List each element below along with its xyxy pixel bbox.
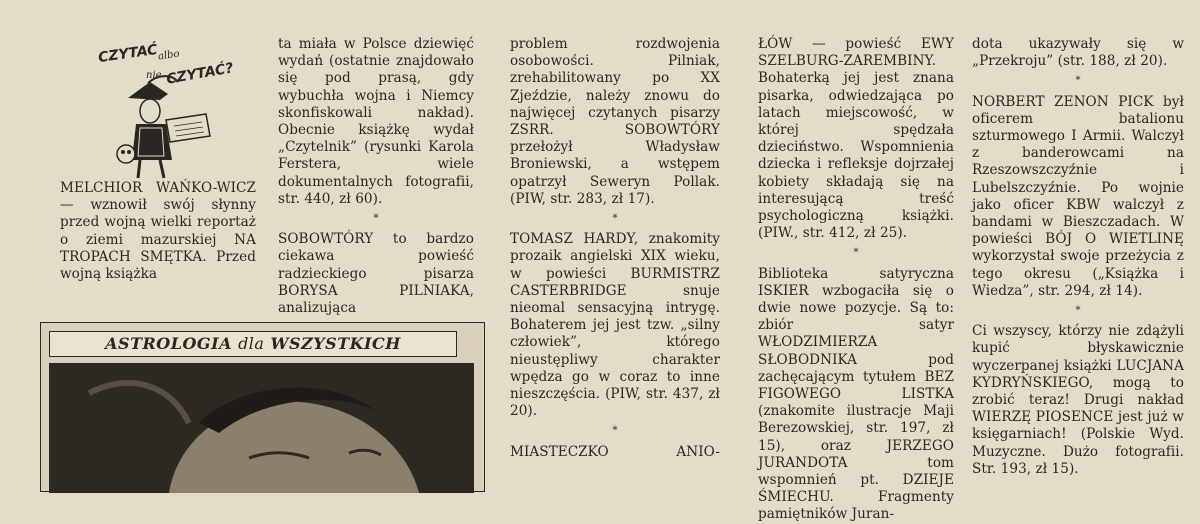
column-3 xyxy=(510,36,720,461)
astrology-section xyxy=(40,322,485,492)
separator-star: * xyxy=(612,213,618,225)
paragraph-sobowtory: SOBOWTÓRY to bardzo ciekawa powieść radzieckiego pisarza BORYSA PILNIAKA, analizująca xyxy=(278,231,474,317)
separator-star: * xyxy=(612,425,618,437)
paragraph-miasteczko: MIASTECZKO ANIO- xyxy=(510,443,720,460)
logo-word-nie: nie xyxy=(146,70,162,81)
astrology-title xyxy=(49,331,457,357)
paragraph-aniolow: ŁÓW — powieść EWY SZELBURG-ZAREMBINY. Bohaterką jej jest znana pisarka, odwiedzająca po latach miejscowość, w której spędzała dzieciństwo. Wspomnienia dziecka i refleksje dojrzałej kobiety składają się na interesującą treść psychologiczną książki. (PIW., str. 412, zł 25). xyxy=(758,36,954,242)
astrology-title-word-1: ASTROLOGIA xyxy=(105,334,232,353)
paragraph-iskry: Biblioteka satyryczna ISKIER wzbogaciła się o dwie nowe pozycje. Są to: zbiór satyr WŁODZIMIERZA SŁOBODNIKA pod zachęcającym tytułem BEZ FIGOWEGO LISTKA (znakomite ilustracje Maji Berezowskiej, str. 197, zł 15), oraz JERZEGO JURANDOTA tom wspomnień pt. DZIEJE ŚMIECHU. Fragmenty pamiętników Juran- xyxy=(758,265,954,523)
separator-star: * xyxy=(853,247,859,259)
paragraph-pick: NORBERT ZENON PICK był oficerem batalionu szturmowego I Armii. Walczył z banderowcami na Rzeszowszczyźnie i Lubelszczyźnie. Po wojnie jako oficer KBW walczył z bandami w Bieszczadach. W powieści BÓJ O WIETLINĘ wykorzystał swoje przeżycia z tego okresu („Książka i Wiedza”, str. 294, zł 14). xyxy=(972,93,1184,299)
separator-star: * xyxy=(373,213,379,225)
astrology-title-word-3: WSZYSTKICH xyxy=(270,334,401,353)
column-5 xyxy=(972,36,1184,478)
paragraph-hardy: TOMASZ HARDY, znakomity prozaik angielski XIX wieku, w powieści BURMISTRZ CASTERBRIDGE snuje nieomal sensacyjną intrygę. Bohaterem jej jest tzw. „silny człowiek”, którego nieustępliwy charakter wpędza go w coraz to inne nieszczęścia. (PIW, str. 437, zł 20). xyxy=(510,231,720,420)
separator-star: * xyxy=(1075,305,1081,317)
reader-figure-illustration xyxy=(88,36,238,186)
astrology-title-word-2: dla xyxy=(238,334,265,353)
paragraph-sobowtory-cont: problem rozdwojenia osobowości. Pilniak, zrehabilitowany po XX Zjeździe, należy znowu do najwięcej czytanych pisarzy ZSRR. SOBOWTÓRY przełożył Władysław Broniewski, a wstępem opatrzył Seweryn Pollak. (PIW, str. 283, zł 17). xyxy=(510,36,720,207)
paragraph-kydrynski: Ci wszyscy, którzy nie zdążyli kupić błyskawicznie wyczerpanej książki LUCJANA KYDRYŃSKIEGO, mogą to zrobić teraz! Drugi nakład WIERZĘ PIOSENCE jest już w księgarniach! (Polskie Wyd. Muzyczne. Dużo fotografii. Str. 193, zł 15). xyxy=(972,323,1184,477)
portrait-photo-image xyxy=(49,363,474,493)
logo-word-czytac: CZYTAĆ xyxy=(97,41,159,67)
column-1 xyxy=(60,180,256,283)
column-4 xyxy=(758,36,954,524)
column-2 xyxy=(278,36,474,317)
logo-word-czytac-question: CZYTAĆ? xyxy=(165,60,235,88)
czytac-albo-nie-czytac-logo xyxy=(88,36,238,186)
paragraph-wankowicz-cont: ta miała w Polsce dziewięć wydań (ostatnie znajdowało się pod prasą, gdy wybuchła wojna i Niemcy skonfiskowali nakład). Obecnie książkę wydał „Czytelnik” (rysunki Karola Ferstera, wiele dokumentalnych fotografii, str. 440, zł 60). xyxy=(278,36,474,207)
paragraph-jurandot-cont: dota ukazywały się w „Przekroju” (str. 188, zł 20). xyxy=(972,36,1184,70)
astrology-photo xyxy=(49,363,474,493)
logo-word-albo: albo xyxy=(157,48,181,63)
paragraph-wankowicz: MELCHIOR WAŃKO-WICZ — wznowił swój słynny przed wojną wielki reportaż o ziemi mazurskiej NA TROPACH SMĘTKA. Przed wojną książka xyxy=(60,180,256,283)
separator-star: * xyxy=(1075,75,1081,87)
